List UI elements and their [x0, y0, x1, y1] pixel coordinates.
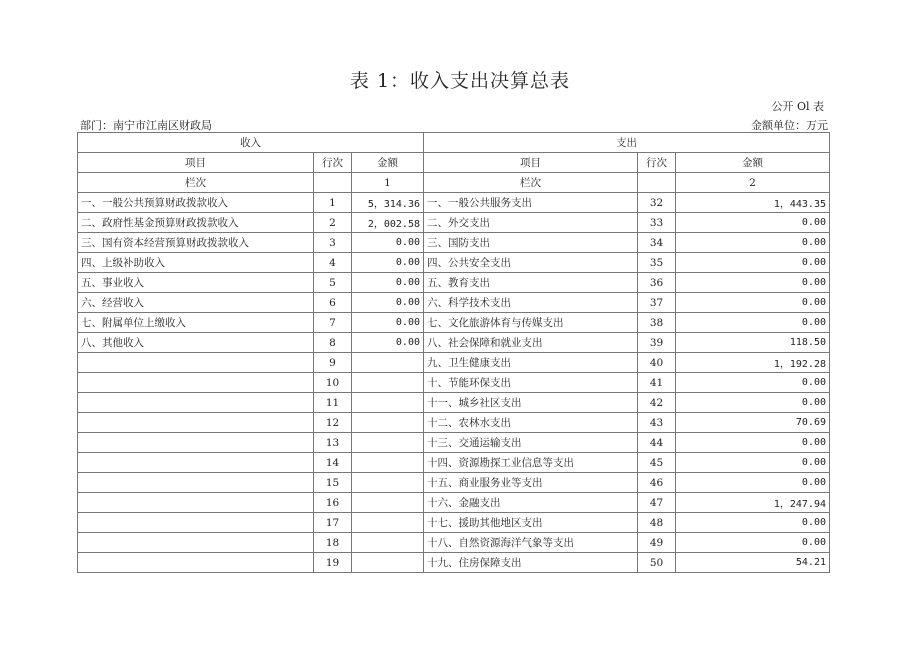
expense-row-no: 44: [638, 433, 676, 453]
expense-item: 一、一般公共服务支出: [424, 193, 638, 213]
table-row: [78, 393, 830, 413]
expense-item: 十三、交通运输支出: [424, 433, 638, 453]
expense-amount: 0.00: [676, 213, 830, 233]
income-item: [78, 393, 314, 413]
table-row: [78, 493, 830, 513]
table-row: [78, 473, 830, 493]
income-row-no: 9: [314, 353, 352, 373]
income-item: 四、上级补助收入: [78, 253, 314, 273]
expense-col-no-blank: [638, 173, 676, 193]
income-item: 一、一般公共预算财政拨款收入: [78, 193, 314, 213]
income-row-no: 15: [314, 473, 352, 493]
income-col-number: 1: [352, 173, 424, 193]
expense-row-no: 49: [638, 533, 676, 553]
income-item: [78, 353, 314, 373]
income-row-no: 14: [314, 453, 352, 473]
expense-row-no: 50: [638, 553, 676, 573]
form-number: 公开 Ol 表: [771, 100, 824, 113]
expense-amount: 0.00: [676, 473, 830, 493]
expense-amount: 1，192.28: [676, 353, 830, 373]
expense-amount: 0.00: [676, 433, 830, 453]
expense-row-no: 41: [638, 373, 676, 393]
expense-col-no-label: 栏次: [424, 173, 638, 193]
expense-item-header: 项目: [424, 153, 638, 173]
income-row-no: 3: [314, 233, 352, 253]
income-expense-table: [77, 132, 830, 573]
expense-item: 十二、农林水支出: [424, 413, 638, 433]
income-amount: [352, 553, 424, 573]
income-amount-header: 金额: [352, 153, 424, 173]
expense-col-number: 2: [676, 173, 830, 193]
expense-amount: 0.00: [676, 233, 830, 253]
expense-item: 五、教育支出: [424, 273, 638, 293]
income-item: [78, 413, 314, 433]
income-row-no: 17: [314, 513, 352, 533]
table-row: [78, 213, 830, 233]
expense-amount: 0.00: [676, 533, 830, 553]
income-col-no-blank: [314, 173, 352, 193]
expense-item: 八、社会保障和就业支出: [424, 333, 638, 353]
income-amount: 0.00: [352, 253, 424, 273]
expense-row-no: 47: [638, 493, 676, 513]
expense-amount: 0.00: [676, 273, 830, 293]
expense-item: 四、公共安全支出: [424, 253, 638, 273]
income-item: 二、政府性基金预算财政拨款收入: [78, 213, 314, 233]
income-item: [78, 533, 314, 553]
income-row-no: 6: [314, 293, 352, 313]
income-amount: [352, 513, 424, 533]
table-row: [78, 193, 830, 213]
table-row: [78, 313, 830, 333]
income-row-no: 5: [314, 273, 352, 293]
income-item: 五、事业收入: [78, 273, 314, 293]
expense-item: 七、文化旅游体育与传媒支出: [424, 313, 638, 333]
income-amount: [352, 533, 424, 553]
expense-item: 十四、资源勘探工业信息等支出: [424, 453, 638, 473]
income-amount: 0.00: [352, 333, 424, 353]
expense-amount: 0.00: [676, 453, 830, 473]
income-item: [78, 453, 314, 473]
table-row: [78, 233, 830, 253]
income-col-no-label: 栏次: [78, 173, 314, 193]
expense-row-no: 40: [638, 353, 676, 373]
income-row-no: 16: [314, 493, 352, 513]
income-item: [78, 513, 314, 533]
income-row-no: 8: [314, 333, 352, 353]
income-row-no: 18: [314, 533, 352, 553]
expense-amount: 0.00: [676, 513, 830, 533]
expense-row-no: 34: [638, 233, 676, 253]
expense-row-no: 35: [638, 253, 676, 273]
income-row-no-header: 行次: [314, 153, 352, 173]
expense-row-no: 36: [638, 273, 676, 293]
income-amount: [352, 493, 424, 513]
income-amount: [352, 453, 424, 473]
table-row: [78, 273, 830, 293]
expense-item: 二、外交支出: [424, 213, 638, 233]
expense-row-no: 42: [638, 393, 676, 413]
income-row-no: 7: [314, 313, 352, 333]
table-row: [78, 553, 830, 573]
expense-row-no-header: 行次: [638, 153, 676, 173]
table-row: [78, 513, 830, 533]
income-header: 收入: [78, 133, 424, 153]
expense-amount: 0.00: [676, 293, 830, 313]
expense-row-no: 37: [638, 293, 676, 313]
expense-item: 十一、城乡社区支出: [424, 393, 638, 413]
expense-header: 支出: [424, 133, 830, 153]
expense-amount: 1，443.35: [676, 193, 830, 213]
table-row: [78, 353, 830, 373]
expense-amount: 54.21: [676, 553, 830, 573]
income-amount: 0.00: [352, 273, 424, 293]
income-amount: [352, 373, 424, 393]
income-amount: [352, 433, 424, 453]
table-row: [78, 433, 830, 453]
expense-row-no: 33: [638, 213, 676, 233]
income-row-no: 10: [314, 373, 352, 393]
expense-amount: 0.00: [676, 373, 830, 393]
table-row: [78, 413, 830, 433]
expense-item: 十八、自然资源海洋气象等支出: [424, 533, 638, 553]
expense-amount: 0.00: [676, 393, 830, 413]
expense-row-no: 48: [638, 513, 676, 533]
expense-amount: 70.69: [676, 413, 830, 433]
income-row-no: 4: [314, 253, 352, 273]
income-item: [78, 493, 314, 513]
income-item: 七、附属单位上缴收入: [78, 313, 314, 333]
expense-amount-header: 金额: [676, 153, 830, 173]
expense-row-no: 46: [638, 473, 676, 493]
expense-row-no: 39: [638, 333, 676, 353]
expense-item: 十七、援助其他地区支出: [424, 513, 638, 533]
expense-row-no: 45: [638, 453, 676, 473]
income-amount: 0.00: [352, 233, 424, 253]
department-label: 部门：南宁市江南区财政局: [80, 119, 212, 132]
income-item: [78, 553, 314, 573]
expense-item: 十五、商业服务业等支出: [424, 473, 638, 493]
income-item-header: 项目: [78, 153, 314, 173]
income-amount: [352, 473, 424, 493]
income-amount: 5，314.36: [352, 193, 424, 213]
income-row-no: 12: [314, 413, 352, 433]
income-item: [78, 433, 314, 453]
income-row-no: 1: [314, 193, 352, 213]
income-item: 八、其他收入: [78, 333, 314, 353]
table-row: [78, 293, 830, 313]
table-row: [78, 533, 830, 553]
income-item: 三、国有资本经营预算财政拨款收入: [78, 233, 314, 253]
expense-row-no: 38: [638, 313, 676, 333]
expense-item: 六、科学技术支出: [424, 293, 638, 313]
income-amount: 2，002.58: [352, 213, 424, 233]
table-row: [78, 453, 830, 473]
table-row: [78, 373, 830, 393]
income-row-no: 11: [314, 393, 352, 413]
expense-amount: 118.50: [676, 333, 830, 353]
income-item: [78, 373, 314, 393]
expense-amount: 1，247.94: [676, 493, 830, 513]
income-amount: [352, 393, 424, 413]
income-row-no: 19: [314, 553, 352, 573]
income-item: 六、经营收入: [78, 293, 314, 313]
income-item: [78, 473, 314, 493]
page-title: 表 1：收入支出决算总表: [349, 70, 571, 92]
table-row: [78, 333, 830, 353]
income-amount: [352, 353, 424, 373]
expense-amount: 0.00: [676, 253, 830, 273]
table-body: [78, 193, 830, 573]
amount-unit-label: 金额单位：万元: [751, 119, 828, 132]
expense-item: 十九、住房保障支出: [424, 553, 638, 573]
income-amount: 0.00: [352, 293, 424, 313]
expense-row-no: 32: [638, 193, 676, 213]
expense-item: 九、卫生健康支出: [424, 353, 638, 373]
expense-item: 十六、金融支出: [424, 493, 638, 513]
expense-amount: 0.00: [676, 313, 830, 333]
expense-row-no: 43: [638, 413, 676, 433]
expense-item: 三、国防支出: [424, 233, 638, 253]
expense-item: 十、节能环保支出: [424, 373, 638, 393]
income-row-no: 2: [314, 213, 352, 233]
income-amount: [352, 413, 424, 433]
income-amount: 0.00: [352, 313, 424, 333]
income-row-no: 13: [314, 433, 352, 453]
table-row: [78, 253, 830, 273]
